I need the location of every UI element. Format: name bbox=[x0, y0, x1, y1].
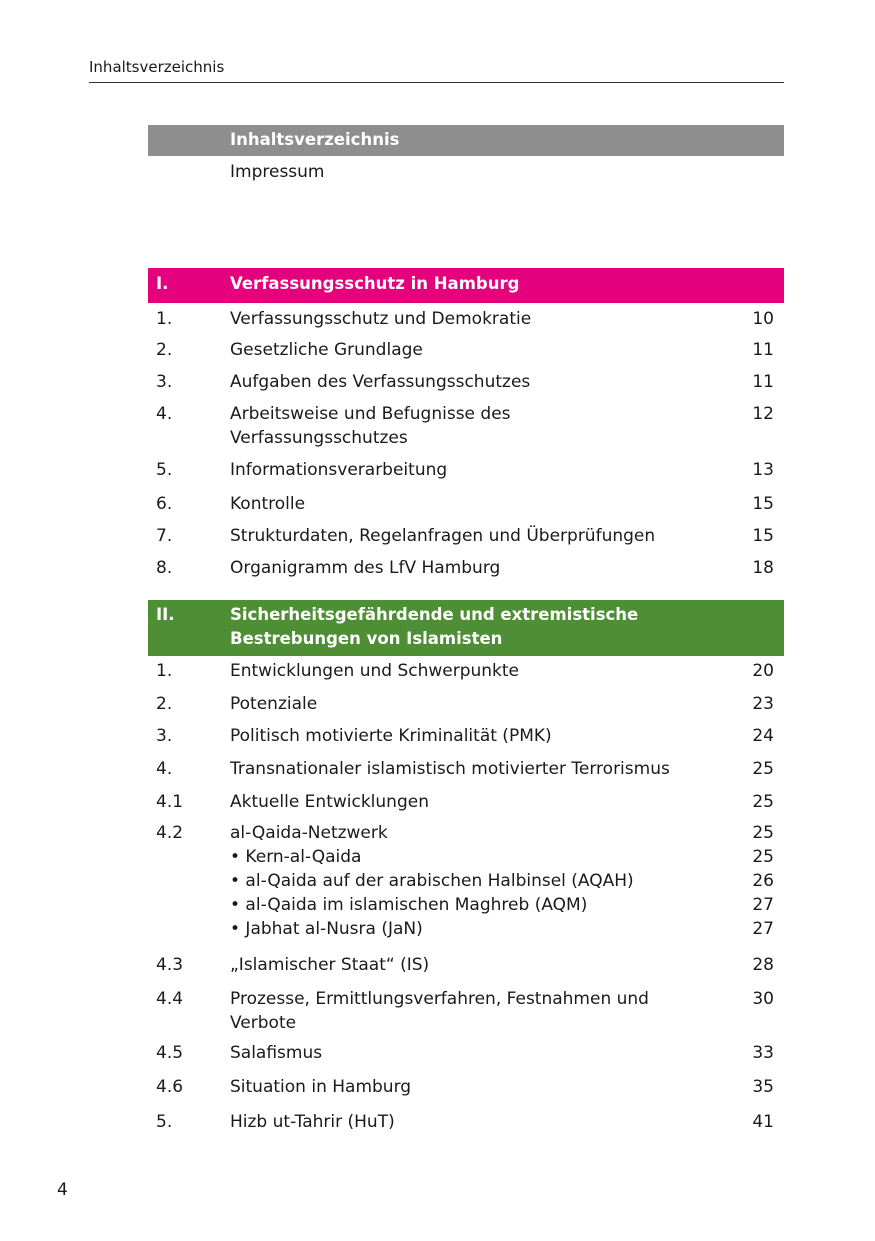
section-2-number: II. bbox=[156, 605, 175, 624]
entry-page: 25 bbox=[752, 792, 774, 812]
toc-entry[interactable] bbox=[148, 307, 784, 331]
toc-entry[interactable] bbox=[148, 402, 784, 450]
entry-page: 12 bbox=[752, 404, 774, 424]
entry-number: 1. bbox=[156, 309, 173, 329]
entry-number: 3. bbox=[156, 726, 173, 746]
subentry-title: • Kern-al-Qaida bbox=[230, 847, 362, 867]
toc-subentry[interactable] bbox=[148, 869, 784, 893]
entry-title: Potenziale bbox=[230, 694, 318, 714]
entry-number: 2. bbox=[156, 694, 173, 714]
toc-entry[interactable] bbox=[148, 370, 784, 394]
toc-entry[interactable] bbox=[148, 821, 784, 845]
toc-subentry[interactable] bbox=[148, 893, 784, 917]
entry-page: 25 bbox=[752, 823, 774, 843]
toc-entry[interactable] bbox=[148, 987, 784, 1035]
entry-number: 1. bbox=[156, 661, 173, 681]
subentry-page: 26 bbox=[752, 871, 774, 891]
table-of-contents bbox=[148, 125, 784, 1134]
section-2-title-line2: Bestrebungen von Islamisten bbox=[230, 629, 503, 648]
toc-heading: Inhaltsverzeichnis bbox=[230, 130, 400, 149]
entry-title: Prozesse, Ermittlungsverfahren, Festnahmen und Verbote bbox=[230, 989, 649, 1033]
toc-subentry[interactable] bbox=[148, 845, 784, 869]
toc-entry[interactable] bbox=[148, 492, 784, 516]
entry-number: 4.3 bbox=[156, 955, 184, 975]
toc-entry[interactable] bbox=[148, 1110, 784, 1134]
toc-entry[interactable] bbox=[148, 338, 784, 362]
section-1-number: I. bbox=[156, 274, 169, 293]
entry-title: Kontrolle bbox=[230, 494, 306, 514]
toc-entry[interactable] bbox=[148, 1075, 784, 1099]
entry-page: 33 bbox=[752, 1043, 774, 1063]
entry-title: Aktuelle Entwicklungen bbox=[230, 792, 429, 812]
entry-number: 4.6 bbox=[156, 1077, 184, 1097]
entry-title: Arbeitsweise und Befugnisse des Verfassungsschutzes bbox=[230, 404, 511, 448]
subentry-page: 27 bbox=[752, 919, 774, 939]
entry-page: 11 bbox=[752, 340, 774, 360]
toc-subentry[interactable] bbox=[148, 917, 784, 941]
section-2-title-line1: Sicherheitsgefährdende und extremistische bbox=[230, 605, 639, 624]
entry-page: 24 bbox=[752, 726, 774, 746]
toc-entry[interactable] bbox=[148, 757, 784, 781]
entry-page: 25 bbox=[752, 759, 774, 779]
entry-number: 4.4 bbox=[156, 989, 184, 1009]
entry-page: 30 bbox=[752, 989, 774, 1009]
entry-title: Hizb ut-Tahrir (HuT) bbox=[230, 1112, 395, 1132]
entry-title: Transnationaler islamistisch motivierter Terrorismus bbox=[230, 759, 670, 779]
toc-entry[interactable] bbox=[148, 458, 784, 482]
page-number: 4 bbox=[57, 1180, 68, 1200]
entry-title: Verfassungsschutz und Demokratie bbox=[230, 309, 532, 329]
subentry-title: • al-Qaida auf der arabischen Halbinsel (AQAH) bbox=[230, 871, 634, 891]
entry-title: Salafismus bbox=[230, 1043, 323, 1063]
entry-page: 15 bbox=[752, 526, 774, 546]
entry-number: 5. bbox=[156, 1112, 173, 1132]
subentry-title: • al-Qaida im islamischen Maghreb (AQM) bbox=[230, 895, 588, 915]
toc-entry-impressum[interactable]: Impressum bbox=[230, 162, 325, 182]
toc-entry[interactable] bbox=[148, 724, 784, 748]
entry-title: Gesetzliche Grundlage bbox=[230, 340, 423, 360]
subentry-page: 27 bbox=[752, 895, 774, 915]
toc-entry[interactable] bbox=[148, 692, 784, 716]
entry-title: Strukturdaten, Regelanfragen und Überprüfungen bbox=[230, 526, 656, 546]
entry-page: 20 bbox=[752, 661, 774, 681]
section-1-title: Verfassungsschutz in Hamburg bbox=[230, 274, 520, 293]
section-2-bar[interactable] bbox=[148, 600, 784, 656]
toc-entry[interactable] bbox=[148, 556, 784, 580]
toc-heading-bar bbox=[148, 125, 784, 156]
entry-number: 3. bbox=[156, 372, 173, 392]
toc-entry[interactable] bbox=[148, 953, 784, 977]
entry-title: „Islamischer Staat“ (IS) bbox=[230, 955, 430, 975]
entry-page: 13 bbox=[752, 460, 774, 480]
entry-page: 10 bbox=[752, 309, 774, 329]
entry-number: 4.5 bbox=[156, 1043, 184, 1063]
entry-page: 23 bbox=[752, 694, 774, 714]
subentry-page: 25 bbox=[752, 847, 774, 867]
entry-page: 28 bbox=[752, 955, 774, 975]
entry-page: 11 bbox=[752, 372, 774, 392]
toc-entry[interactable] bbox=[148, 1041, 784, 1065]
entry-number: 4. bbox=[156, 404, 173, 424]
toc-entry[interactable] bbox=[148, 659, 784, 683]
entry-title: Politisch motivierte Kriminalität (PMK) bbox=[230, 726, 552, 746]
entry-number: 2. bbox=[156, 340, 173, 360]
entry-title: Entwicklungen und Schwerpunkte bbox=[230, 661, 520, 681]
entry-page: 41 bbox=[752, 1112, 774, 1132]
entry-title: Aufgaben des Verfassungsschutzes bbox=[230, 372, 531, 392]
entry-number: 4.1 bbox=[156, 792, 184, 812]
entry-title: Informationsverarbeitung bbox=[230, 460, 448, 480]
entry-page: 18 bbox=[752, 558, 774, 578]
entry-number: 4.2 bbox=[156, 823, 184, 843]
running-header: Inhaltsverzeichnis bbox=[89, 58, 784, 83]
entry-number: 4. bbox=[156, 759, 173, 779]
entry-title: Situation in Hamburg bbox=[230, 1077, 412, 1097]
section-1-bar[interactable] bbox=[148, 268, 784, 303]
entry-title: Organigramm des LfV Hamburg bbox=[230, 558, 501, 578]
entry-number: 7. bbox=[156, 526, 173, 546]
entry-page: 15 bbox=[752, 494, 774, 514]
entry-page: 35 bbox=[752, 1077, 774, 1097]
toc-entry[interactable] bbox=[148, 524, 784, 548]
subentry-title: • Jabhat al-Nusra (JaN) bbox=[230, 919, 423, 939]
toc-entry[interactable] bbox=[148, 790, 784, 814]
entry-number: 6. bbox=[156, 494, 173, 514]
entry-title: al-Qaida-Netzwerk bbox=[230, 823, 388, 843]
entry-number: 8. bbox=[156, 558, 173, 578]
entry-number: 5. bbox=[156, 460, 173, 480]
